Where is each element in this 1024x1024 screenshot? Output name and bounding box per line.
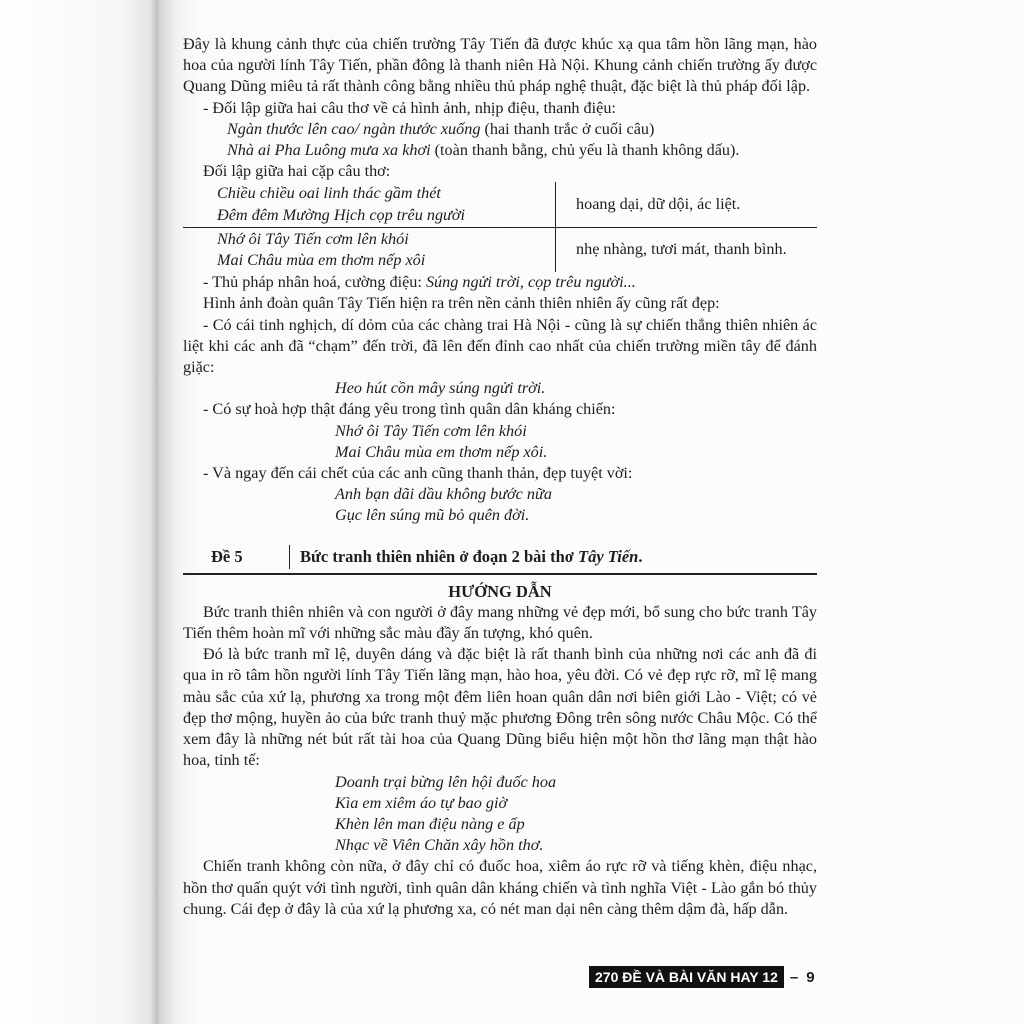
table-verse-line: Đêm đêm Mường Hịch cọp trêu người	[217, 205, 466, 224]
verse-line: Nhớ ôi Tây Tiến cơm lên khói	[335, 421, 527, 440]
guide-paragraph-1: Bức tranh thiên nhiên và con người ở đây mang những vẻ đẹp mới, bổ sung cho bức tranh Tây Tiến thêm hoàn mĩ với những sắc màu đầy ấn tượng, khó quên.	[183, 602, 817, 643]
harmony-paragraph: - Có sự hoà hợp thật đáng yêu trong tình quân dân kháng chiến:	[203, 400, 616, 419]
contrast-line-2-note: (toàn thanh bằng, chủ yếu là thanh không dấu).	[430, 141, 740, 160]
table-verse-line: Nhớ ôi Tây Tiến cơm lên khói	[217, 229, 409, 248]
contrast-table	[183, 182, 817, 272]
intro-paragraph: Đây là khung cảnh thực của chiến trường Tây Tiến đã được khúc xạ qua tâm hồn lãng mạn, hào hoa của người lính Tây Tiến, phần đông là thanh niên Hà Nội. Khung cảnh chiến trường ấy được Quang Dũng miêu tả rất thành công bằng nhiều thủ pháp nghệ thuật, đặc biệt là thủ pháp đối lập.	[183, 35, 817, 96]
personification-prefix: - Thủ pháp nhân hoá, cường điệu:	[203, 273, 426, 292]
contrast-line-1-note: (hai thanh trắc ở cuối câu)	[480, 119, 655, 138]
guide-heading: HƯỚNG DẪN	[448, 581, 552, 601]
table-verse-line: Chiều chiều oai linh thác gầm thét	[217, 184, 441, 203]
section-header	[183, 541, 817, 575]
verse-line: Heo hút cồn mây súng ngửi trời.	[335, 379, 546, 398]
page-footer	[589, 966, 815, 988]
pair-intro: Đối lập giữa hai cặp câu thơ:	[203, 162, 391, 181]
section-title-italic: Tây Tiến	[578, 547, 639, 567]
book-title-tag: 270 ĐỀ VÀ BÀI VĂN HAY 12	[589, 966, 784, 988]
table-desc-cell: hoang dại, dữ dội, ác liệt.	[556, 182, 818, 227]
verse-line: Gục lên súng mũ bỏ quên đời.	[335, 506, 530, 525]
verse-line: Nhạc về Viên Chăn xây hồn thơ.	[335, 836, 544, 855]
section-number: Đề 5	[183, 545, 290, 569]
table-verse-cell	[183, 227, 556, 272]
section-title-prefix: Bức tranh thiên nhiên ở đoạn 2 bài thơ	[300, 547, 579, 567]
table-desc-cell: nhẹ nhàng, tươi mát, thanh bình.	[576, 240, 787, 259]
table-verse-line: Mai Châu mùa em thơm nếp xôi	[217, 251, 426, 270]
page-number: 9	[806, 968, 815, 986]
soldiers-paragraph: Hình ảnh đoàn quân Tây Tiến hiện ra trên nền cảnh thiên nhiên ấy cũng rất đẹp:	[203, 294, 720, 313]
section-title-suffix: .	[638, 547, 643, 567]
contrast-line-1	[183, 119, 817, 140]
contrast-line-2-verse: Nhà ai Pha Luông mưa xa khơi	[227, 141, 431, 160]
verse-line: Khèn lên man điệu nàng e ấp	[335, 814, 525, 833]
book-gutter	[0, 0, 158, 1024]
verse-line: Doanh trại bừng lên hội đuốc hoa	[335, 772, 557, 791]
table-row	[183, 182, 817, 227]
verse-line: Mai Châu mùa em thơm nếp xôi.	[335, 442, 548, 461]
section-title	[290, 546, 642, 567]
guide-paragraph-2: Đó là bức tranh mĩ lệ, duyên dáng và đặc biệt là rất thanh bình của những nơi các anh đã đi qua in rõ tâm hồn người lính Tây Tiến lãng mạn, hào hoa, yêu đời. Có vẻ đẹp rực rỡ, mĩ lệ mang màu sắc của xứ lạ, phương xa trong một đêm liên hoan quân dân nơi biên giới Lào - Việt; có vẻ đẹp thơ mộng, huyền ảo của bức tranh thuỷ mặc phương Đông trên sông nước Châu Mộc. Có thể xem đây là những nét bút rất tài hoa của Quang Dũng biểu hiện một hồn thơ lãng mạn thật hào hoa, tinh tế:	[183, 645, 817, 770]
page-content	[183, 34, 817, 920]
contrast-line-2	[183, 140, 817, 161]
guide-paragraph-3: Chiến tranh không còn nữa, ở đây chỉ có đuốc hoa, xiêm áo rực rỡ và tiếng khèn, điệu nhạc, hồn thơ quấn quýt với tình người, tình quân dân kháng chiến và tình nghĩa Việt - Lào gắn bó thủy chung. Cái đẹp ở đây là của xứ lạ phương xa, có nét man dại nên càng thêm dậm đà, hấp dẫn.	[183, 857, 817, 918]
personification-line	[183, 272, 817, 293]
table-verse-cell	[183, 182, 556, 227]
contrast-intro: - Đối lập giữa hai câu thơ về cả hình ảnh, nhịp điệu, thanh điệu:	[203, 98, 616, 117]
death-paragraph: - Và ngay đến cái chết của các anh cũng thanh thản, đẹp tuyệt vời:	[203, 464, 633, 483]
verse-line: Anh bạn dãi dầu không bước nữa	[335, 485, 552, 504]
table-row	[183, 227, 817, 272]
verse-line: Kìa em xiêm áo tự bao giờ	[335, 793, 508, 812]
mischief-paragraph: - Có cái tinh nghịch, dí dỏm của các chàng trai Hà Nội - cũng là sự chiến thắng thiên nhiên ác liệt khi các anh đã “chạm” đến trời, đã lên đến đỉnh cao nhất của chiến trường miền tây để đánh giặc:	[183, 315, 817, 377]
personification-example: Súng ngửi trời, cọp trêu người...	[425, 273, 636, 292]
footer-dash: –	[789, 968, 799, 986]
contrast-line-1-verse: Ngàn thước lên cao/ ngàn thước xuống	[227, 119, 481, 138]
